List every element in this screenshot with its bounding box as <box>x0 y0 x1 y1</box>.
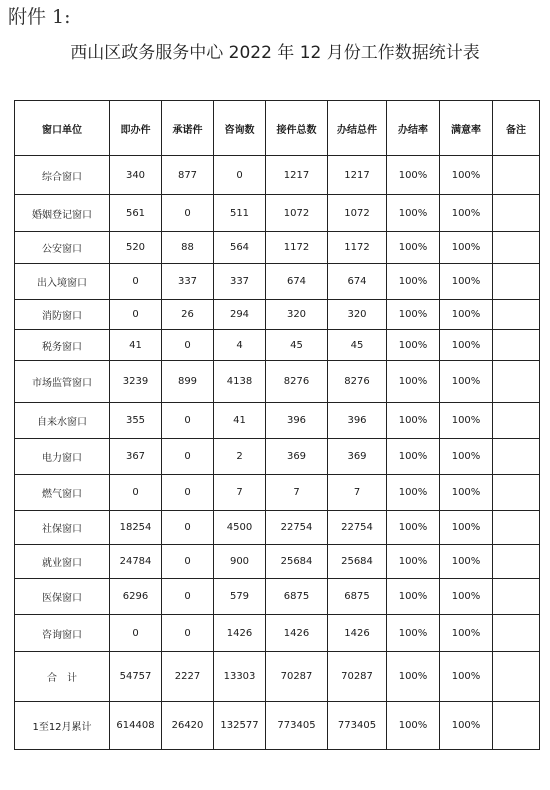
cell-completed-total: 22754 <box>328 511 387 545</box>
cell-promised: 0 <box>162 403 214 439</box>
cell-satisfaction-rate: 100% <box>440 232 493 264</box>
table-row <box>15 264 540 300</box>
cell-remarks <box>493 439 540 475</box>
cell-completion-rate: 100% <box>387 361 440 403</box>
cell-completion-rate: 100% <box>387 403 440 439</box>
cell-window-unit: 消防窗口 <box>15 300 110 330</box>
cell-instant: 24784 <box>110 545 162 579</box>
cell-promised: 877 <box>162 156 214 195</box>
table-row <box>15 475 540 511</box>
cell-received-total: 320 <box>266 300 328 330</box>
cell-consult: 1426 <box>214 615 266 652</box>
cell-received-total: 7 <box>266 475 328 511</box>
cell-completion-rate: 100% <box>387 439 440 475</box>
cell-promised: 88 <box>162 232 214 264</box>
cell-instant: 54757 <box>110 652 162 702</box>
cell-remarks <box>493 702 540 750</box>
cell-satisfaction-rate: 100% <box>440 439 493 475</box>
cell-promised: 26 <box>162 300 214 330</box>
cell-instant: 340 <box>110 156 162 195</box>
cell-instant: 0 <box>110 615 162 652</box>
cell-completed-total: 1426 <box>328 615 387 652</box>
cell-window-unit: 燃气窗口 <box>15 475 110 511</box>
cell-window-unit: 1至12月累计 <box>15 702 110 750</box>
cell-received-total: 1172 <box>266 232 328 264</box>
table-header-row <box>15 101 540 156</box>
table-row <box>15 439 540 475</box>
cell-window-unit: 自来水窗口 <box>15 403 110 439</box>
table-row <box>15 361 540 403</box>
cell-satisfaction-rate: 100% <box>440 475 493 511</box>
cell-consult: 4500 <box>214 511 266 545</box>
cell-completed-total: 1217 <box>328 156 387 195</box>
cell-completion-rate: 100% <box>387 232 440 264</box>
cell-received-total: 396 <box>266 403 328 439</box>
cell-promised: 0 <box>162 545 214 579</box>
cell-completion-rate: 100% <box>387 264 440 300</box>
cell-consult: 4138 <box>214 361 266 403</box>
cell-instant: 18254 <box>110 511 162 545</box>
cell-remarks <box>493 475 540 511</box>
cell-satisfaction-rate: 100% <box>440 264 493 300</box>
header-satisfaction-rate: 满意率 <box>440 101 493 156</box>
table-row <box>15 156 540 195</box>
cell-promised: 2227 <box>162 652 214 702</box>
cell-consult: 511 <box>214 195 266 232</box>
header-completion-rate: 办结率 <box>387 101 440 156</box>
cell-received-total: 773405 <box>266 702 328 750</box>
header-promised: 承诺件 <box>162 101 214 156</box>
cell-completed-total: 320 <box>328 300 387 330</box>
header-consult: 咨询数 <box>214 101 266 156</box>
cell-remarks <box>493 330 540 361</box>
cell-window-unit: 就业窗口 <box>15 545 110 579</box>
cell-satisfaction-rate: 100% <box>440 652 493 702</box>
cell-window-unit: 市场监管窗口 <box>15 361 110 403</box>
cell-window-unit: 电力窗口 <box>15 439 110 475</box>
cell-satisfaction-rate: 100% <box>440 511 493 545</box>
table-row <box>15 702 540 750</box>
cell-satisfaction-rate: 100% <box>440 361 493 403</box>
table-row <box>15 330 540 361</box>
cell-window-unit: 医保窗口 <box>15 579 110 615</box>
cell-instant: 0 <box>110 264 162 300</box>
cell-remarks <box>493 615 540 652</box>
cell-instant: 0 <box>110 300 162 330</box>
cell-satisfaction-rate: 100% <box>440 615 493 652</box>
cell-satisfaction-rate: 100% <box>440 156 493 195</box>
table-row <box>15 195 540 232</box>
cell-instant: 561 <box>110 195 162 232</box>
cell-completion-rate: 100% <box>387 545 440 579</box>
cell-consult: 294 <box>214 300 266 330</box>
cell-remarks <box>493 300 540 330</box>
table-row <box>15 403 540 439</box>
document-title: 西山区政务服务中心 2022 年 12 月份工作数据统计表 <box>70 43 480 63</box>
cell-promised: 0 <box>162 615 214 652</box>
cell-window-unit: 公安窗口 <box>15 232 110 264</box>
header-window-unit: 窗口单位 <box>15 101 110 156</box>
cell-satisfaction-rate: 100% <box>440 195 493 232</box>
cell-remarks <box>493 264 540 300</box>
cell-remarks <box>493 232 540 264</box>
cell-received-total: 369 <box>266 439 328 475</box>
cell-consult: 2 <box>214 439 266 475</box>
cell-consult: 0 <box>214 156 266 195</box>
cell-received-total: 8276 <box>266 361 328 403</box>
cell-satisfaction-rate: 100% <box>440 702 493 750</box>
statistics-table <box>14 100 540 750</box>
cell-instant: 367 <box>110 439 162 475</box>
cell-instant: 41 <box>110 330 162 361</box>
cell-satisfaction-rate: 100% <box>440 579 493 615</box>
cell-completed-total: 70287 <box>328 652 387 702</box>
cell-consult: 13303 <box>214 652 266 702</box>
cell-instant: 520 <box>110 232 162 264</box>
cell-promised: 0 <box>162 195 214 232</box>
cell-satisfaction-rate: 100% <box>440 330 493 361</box>
cell-received-total: 6875 <box>266 579 328 615</box>
cell-completed-total: 25684 <box>328 545 387 579</box>
cell-window-unit: 婚姻登记窗口 <box>15 195 110 232</box>
cell-promised: 0 <box>162 439 214 475</box>
cell-promised: 899 <box>162 361 214 403</box>
cell-completed-total: 369 <box>328 439 387 475</box>
table-row <box>15 545 540 579</box>
cell-received-total: 22754 <box>266 511 328 545</box>
cell-received-total: 1426 <box>266 615 328 652</box>
table-row <box>15 511 540 545</box>
cell-consult: 132577 <box>214 702 266 750</box>
cell-completion-rate: 100% <box>387 702 440 750</box>
cell-consult: 7 <box>214 475 266 511</box>
cell-instant: 0 <box>110 475 162 511</box>
cell-completed-total: 8276 <box>328 361 387 403</box>
cell-completion-rate: 100% <box>387 511 440 545</box>
cell-completion-rate: 100% <box>387 652 440 702</box>
cell-instant: 6296 <box>110 579 162 615</box>
header-received-total: 接件总数 <box>266 101 328 156</box>
cell-consult: 564 <box>214 232 266 264</box>
header-completed-total: 办结总件 <box>328 101 387 156</box>
cell-instant: 355 <box>110 403 162 439</box>
cell-received-total: 1072 <box>266 195 328 232</box>
cell-window-unit: 税务窗口 <box>15 330 110 361</box>
cell-completed-total: 1172 <box>328 232 387 264</box>
cell-completion-rate: 100% <box>387 195 440 232</box>
cell-received-total: 45 <box>266 330 328 361</box>
cell-remarks <box>493 652 540 702</box>
cell-promised: 337 <box>162 264 214 300</box>
cell-completed-total: 45 <box>328 330 387 361</box>
header-instant: 即办件 <box>110 101 162 156</box>
cell-completion-rate: 100% <box>387 330 440 361</box>
cell-satisfaction-rate: 100% <box>440 300 493 330</box>
cell-remarks <box>493 156 540 195</box>
cell-promised: 26420 <box>162 702 214 750</box>
cell-received-total: 70287 <box>266 652 328 702</box>
cell-completion-rate: 100% <box>387 615 440 652</box>
cell-instant: 3239 <box>110 361 162 403</box>
cell-completed-total: 773405 <box>328 702 387 750</box>
attachment-label: 附件 1: <box>8 6 71 28</box>
cell-completed-total: 1072 <box>328 195 387 232</box>
cell-window-unit: 合 计 <box>15 652 110 702</box>
cell-consult: 579 <box>214 579 266 615</box>
table-row <box>15 300 540 330</box>
cell-remarks <box>493 511 540 545</box>
cell-instant: 614408 <box>110 702 162 750</box>
cell-consult: 337 <box>214 264 266 300</box>
cell-satisfaction-rate: 100% <box>440 545 493 579</box>
cell-completion-rate: 100% <box>387 156 440 195</box>
table-row <box>15 615 540 652</box>
cell-completion-rate: 100% <box>387 300 440 330</box>
cell-remarks <box>493 579 540 615</box>
cell-received-total: 25684 <box>266 545 328 579</box>
header-remarks: 备注 <box>493 101 540 156</box>
cell-completion-rate: 100% <box>387 579 440 615</box>
cell-completed-total: 674 <box>328 264 387 300</box>
cell-remarks <box>493 195 540 232</box>
cell-window-unit: 出入境窗口 <box>15 264 110 300</box>
cell-promised: 0 <box>162 330 214 361</box>
cell-window-unit: 综合窗口 <box>15 156 110 195</box>
cell-window-unit: 咨询窗口 <box>15 615 110 652</box>
cell-promised: 0 <box>162 475 214 511</box>
table-row <box>15 579 540 615</box>
cell-received-total: 1217 <box>266 156 328 195</box>
cell-satisfaction-rate: 100% <box>440 403 493 439</box>
cell-consult: 900 <box>214 545 266 579</box>
cell-remarks <box>493 545 540 579</box>
cell-promised: 0 <box>162 511 214 545</box>
cell-consult: 4 <box>214 330 266 361</box>
cell-consult: 41 <box>214 403 266 439</box>
table-row <box>15 652 540 702</box>
cell-completed-total: 6875 <box>328 579 387 615</box>
cell-completion-rate: 100% <box>387 475 440 511</box>
cell-promised: 0 <box>162 579 214 615</box>
cell-completed-total: 396 <box>328 403 387 439</box>
table-row <box>15 232 540 264</box>
cell-completed-total: 7 <box>328 475 387 511</box>
cell-remarks <box>493 403 540 439</box>
cell-received-total: 674 <box>266 264 328 300</box>
cell-remarks <box>493 361 540 403</box>
cell-window-unit: 社保窗口 <box>15 511 110 545</box>
